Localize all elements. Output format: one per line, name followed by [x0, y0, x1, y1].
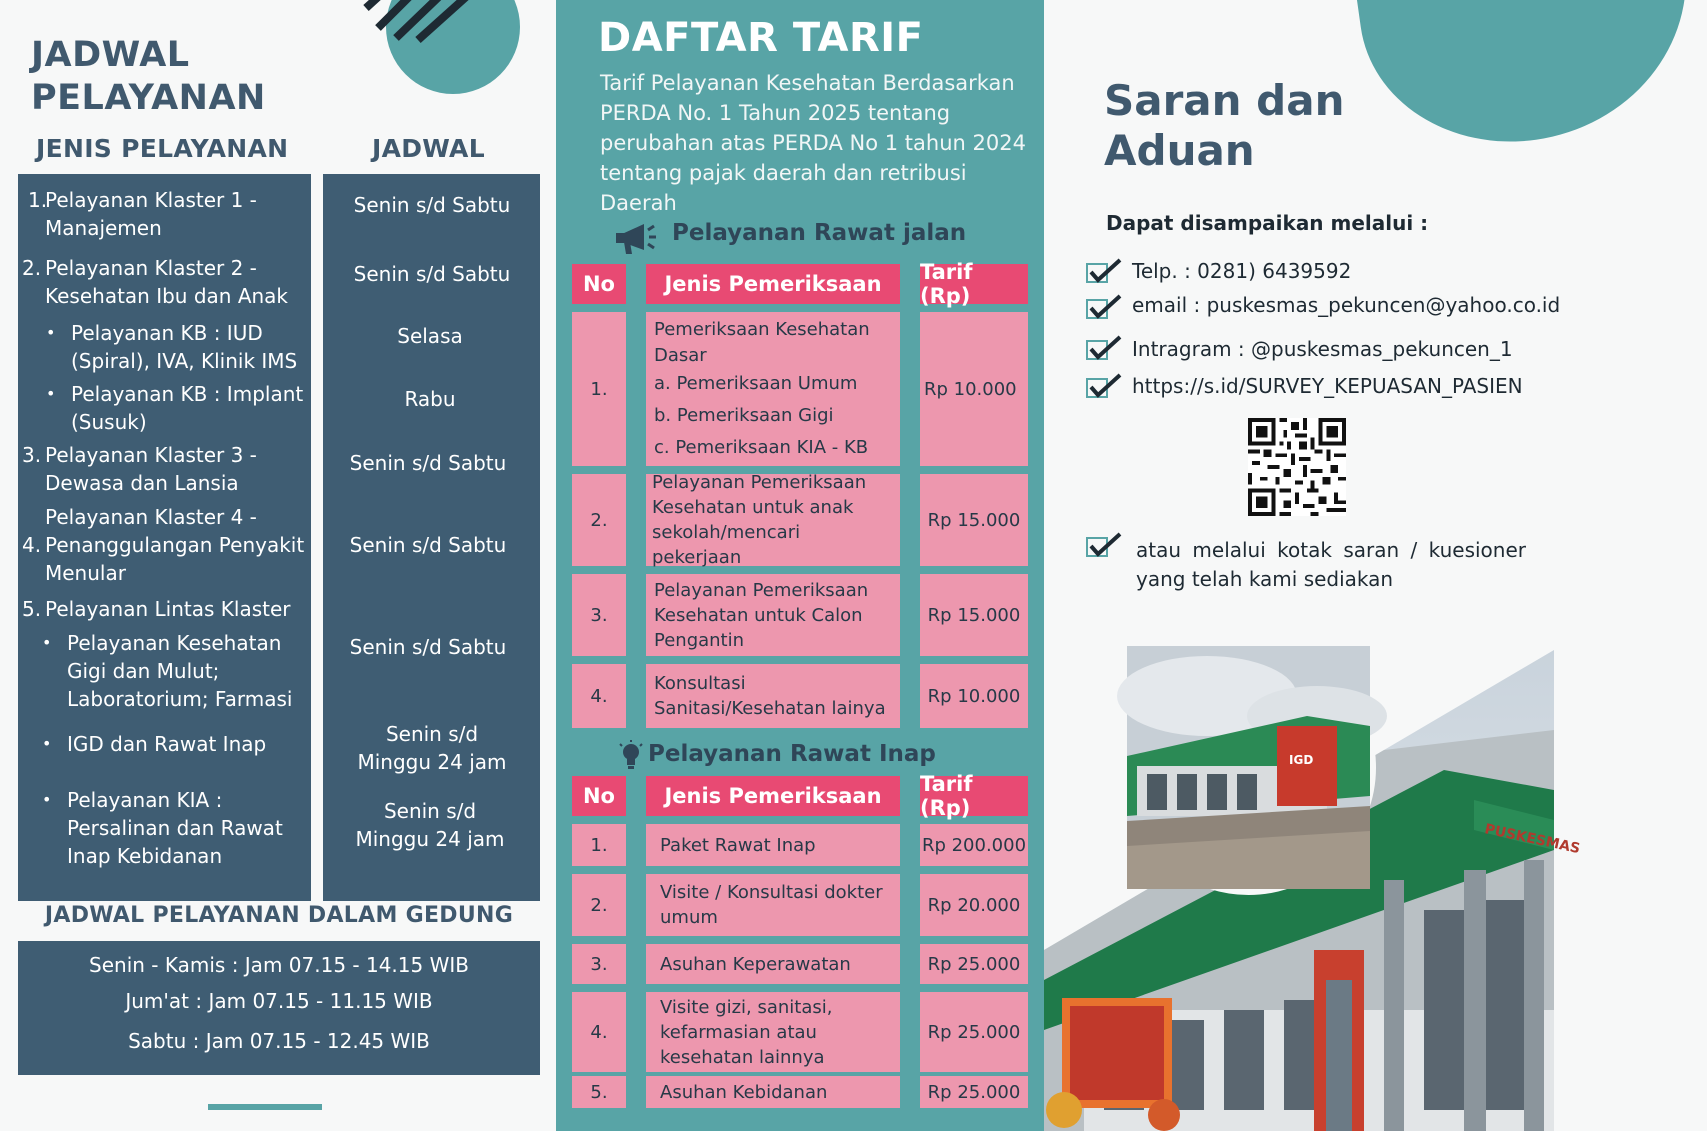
contact-email[interactable]: email : puskesmas_pekuncen@yahoo.co.id	[1132, 293, 1561, 317]
service-item: 5. Pelayanan Lintas Klaster	[22, 597, 291, 621]
table-cell-jenis: Asuhan Keperawatan	[646, 944, 900, 984]
table-header-no: No	[572, 264, 626, 304]
schedule-item: Senin s/d Sabtu	[349, 533, 507, 557]
schedule-item: Senin s/d Sabtu	[353, 262, 511, 286]
hours-line: Sabtu : Jam 07.15 - 12.45 WIB	[128, 1029, 430, 1053]
checkbox-check-icon	[1086, 258, 1122, 284]
schedule-item: Senin s/d Sabtu	[349, 635, 507, 659]
schedule-panel	[0, 0, 556, 1131]
tariff-panel	[556, 0, 1044, 1131]
schedule-item: Senin s/d Sabtu	[349, 451, 507, 475]
section-title-gedung: JADWAL PELAYANAN DALAM GEDUNG	[44, 903, 514, 928]
building-inset-image	[1127, 646, 1370, 889]
table-cell-jenis: Pelayanan Pemeriksaan Kesehatan untuk anak sekolah/mencari pekerjaan	[646, 474, 900, 566]
service-sub-item: • Pelayanan KB : Implant (Susuk)	[46, 382, 304, 434]
igd-sign: IGD	[1289, 753, 1314, 767]
table-cell-tarif: Rp 15.000	[920, 574, 1028, 656]
table-cell-tarif: Rp 10.000	[920, 664, 1028, 728]
table-cell-tarif: Rp 10.000	[920, 312, 1028, 466]
service-sub-item: • IGD dan Rawat Inap	[42, 732, 267, 756]
contact-instagram[interactable]: Intragram : @puskesmas_pekuncen_1	[1132, 337, 1513, 361]
table-header-tarif: Tarif (Rp)	[920, 776, 1028, 816]
table-header-tarif: Tarif (Rp)	[920, 264, 1028, 304]
megaphone-icon	[614, 220, 658, 256]
column-header-schedule: JADWAL	[372, 134, 485, 163]
table-cell-no: 4.	[572, 992, 626, 1072]
table-cell-no: 1.	[572, 312, 626, 466]
table-cell-jenis: Pemeriksaan Kesehatan Dasar a. Pemeriksaan Umum b. Pemeriksaan Gigi c. Pemeriksaan KIA - KB	[646, 312, 900, 466]
building-photo-inset	[1121, 640, 1376, 895]
service-sub-item: • Pelayanan Kesehatan Gigi dan Mulut; Laboratorium; Farmasi	[42, 631, 293, 711]
feedback-panel	[1044, 0, 1600, 1131]
service-item: 2. Pelayanan Klaster 2 - Kesehatan Ibu dan Anak	[22, 256, 289, 308]
column-header-service: JENIS PELAYANAN	[36, 134, 289, 163]
table-cell-no: 1.	[572, 824, 626, 866]
table-header-jenis: Jenis Pemeriksaan	[646, 776, 900, 816]
feedback-title: Saran dan Aduan	[1104, 76, 1345, 175]
table-cell-tarif: Rp 200.000	[920, 824, 1028, 866]
service-item: 1. Pelayanan Klaster 1 - Manajemen	[28, 188, 257, 240]
schedule-item: Rabu	[404, 387, 456, 411]
service-sub-item: • Pelayanan KIA : Persalinan dan Rawat Inap Kebidanan	[42, 788, 283, 868]
table-header-no: No	[572, 776, 626, 816]
schedule-item: Selasa	[397, 324, 463, 348]
schedule-item: Senin s/d Sabtu	[353, 193, 511, 217]
schedule-item: Senin s/d Minggu 24 jam	[357, 722, 507, 774]
decorative-bar	[208, 1104, 322, 1110]
decorative-stripes	[366, 0, 486, 48]
decorative-blob	[1344, 0, 1707, 162]
service-item: 3. Pelayanan Klaster 3 - Dewasa dan Lansia	[22, 443, 257, 495]
table-cell-jenis: Paket Rawat Inap	[646, 824, 900, 866]
feedback-subtitle: Dapat disampaikan melalui :	[1106, 211, 1429, 235]
table-cell-tarif: Rp 25.000	[920, 992, 1028, 1072]
table-cell-tarif: Rp 20.000	[920, 874, 1028, 936]
checkbox-check-icon	[1086, 294, 1122, 320]
table-cell-no: 2.	[572, 874, 626, 936]
checkbox-check-icon	[1086, 373, 1122, 399]
checkbox-check-icon	[1086, 532, 1122, 558]
table-cell-tarif: Rp 25.000	[920, 1076, 1028, 1108]
schedule-item: Senin s/d Minggu 24 jam	[355, 799, 505, 851]
contact-phone: Telp. : 0281) 6439592	[1132, 259, 1352, 283]
table-cell-no: 3.	[572, 944, 626, 984]
building-sign: PUSKESMAS	[1483, 821, 1582, 858]
feedback-box-note: atau melalui kotak saran / kuesioner yang telah kami sediakan	[1136, 538, 1526, 591]
table-cell-tarif: Rp 25.000	[920, 944, 1028, 984]
hours-line: Jum'at : Jam 07.15 - 11.15 WIB	[125, 989, 433, 1013]
hours-line: Senin - Kamis : Jam 07.15 - 14.15 WIB	[89, 953, 469, 977]
page-title: JADWAL PELAYANAN	[31, 35, 266, 118]
table-cell-no: 2.	[572, 474, 626, 566]
table-cell-no: 3.	[572, 574, 626, 656]
table-header-jenis: Jenis Pemeriksaan	[646, 264, 900, 304]
table-cell-jenis: Visite gizi, sanitasi, kefarmasian atau kesehatan lainnya	[646, 992, 900, 1072]
table-cell-tarif: Rp 15.000	[920, 474, 1028, 566]
section-heading-rawat-jalan: Pelayanan Rawat jalan	[672, 220, 967, 246]
qr-code-icon[interactable]	[1248, 418, 1346, 516]
checkbox-check-icon	[1086, 335, 1122, 361]
service-sub-item: • Pelayanan KB : IUD (Spiral), IVA, Klinik IMS	[46, 321, 298, 373]
service-item: 4. Pelayanan Klaster 4 - Penanggulangan Penyakit Menular	[22, 505, 305, 585]
table-cell-jenis: Asuhan Kebidanan	[646, 1076, 900, 1108]
tariff-title: DAFTAR TARIF	[598, 15, 924, 61]
table-cell-jenis: Pelayanan Pemeriksaan Kesehatan untuk Calon Pengantin	[646, 574, 900, 656]
table-cell-no: 4.	[572, 664, 626, 728]
table-cell-no: 5.	[572, 1076, 626, 1108]
table-cell-jenis: Visite / Konsultasi dokter umum	[646, 874, 900, 936]
contact-survey-link[interactable]: https://s.id/SURVEY_KEPUASAN_PASIEN	[1132, 374, 1523, 398]
table-cell-jenis: Konsultasi Sanitasi/Kesehatan lainya	[646, 664, 900, 728]
section-heading-rawat-inap: Pelayanan Rawat Inap	[648, 741, 936, 767]
tariff-description: Tarif Pelayanan Kesehatan Berdasarkan PERDA No. 1 Tahun 2025 tentang perubahan atas PERDA No 1 tahun 2024 tentang pajak daerah dan retribusi Daerah	[600, 71, 1026, 215]
lightbulb-icon	[618, 740, 644, 772]
